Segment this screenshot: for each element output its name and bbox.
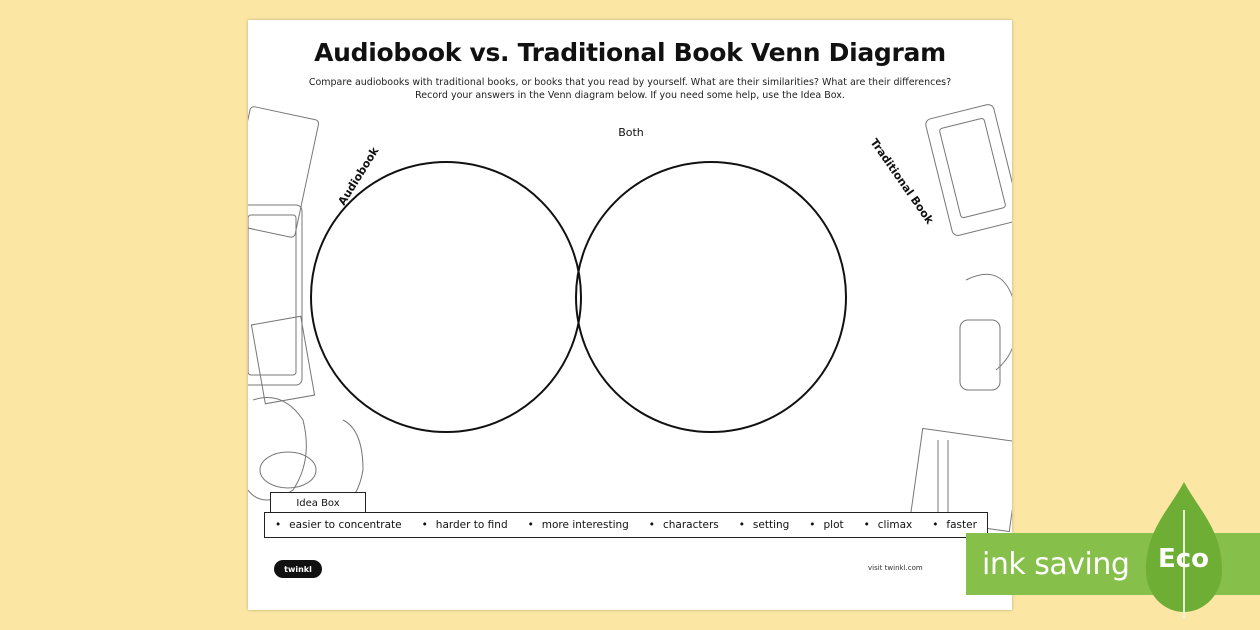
venn-center-label: Both xyxy=(618,126,644,139)
instructions xyxy=(268,76,992,102)
eco-label: Eco xyxy=(1158,544,1210,574)
worksheet-page xyxy=(248,20,1012,610)
twinkl-logo: twinkl xyxy=(274,560,322,578)
idea-item: • harder to find xyxy=(422,519,508,531)
ink-saving-text: ink saving xyxy=(982,546,1130,582)
idea-item: • setting xyxy=(739,519,790,531)
idea-box xyxy=(264,512,988,538)
venn-right-circle xyxy=(576,162,846,432)
footer-url: visit twinkl.com xyxy=(868,564,923,572)
idea-box-title: Idea Box xyxy=(270,492,366,514)
instructions-line-1: Compare audiobooks with traditional books, or books that you read by yourself. What are their similarities? What are their differences? xyxy=(308,77,952,88)
idea-item: • characters xyxy=(649,519,719,531)
venn-left-circle xyxy=(311,162,581,432)
idea-item: • more interesting xyxy=(528,519,629,531)
idea-item: • faster xyxy=(932,519,977,531)
idea-item: • plot xyxy=(809,519,843,531)
page-title: Audiobook vs. Traditional Book Venn Diagram xyxy=(314,38,946,67)
venn-right-label: Traditional Book xyxy=(867,136,937,227)
venn-left-label: Audiobook xyxy=(335,144,382,208)
idea-item: • climax xyxy=(864,519,913,531)
instructions-line-2: Record your answers in the Venn diagram below. If you need some help, use the Idea Box. xyxy=(415,90,845,101)
idea-item: • easier to concentrate xyxy=(275,519,402,531)
